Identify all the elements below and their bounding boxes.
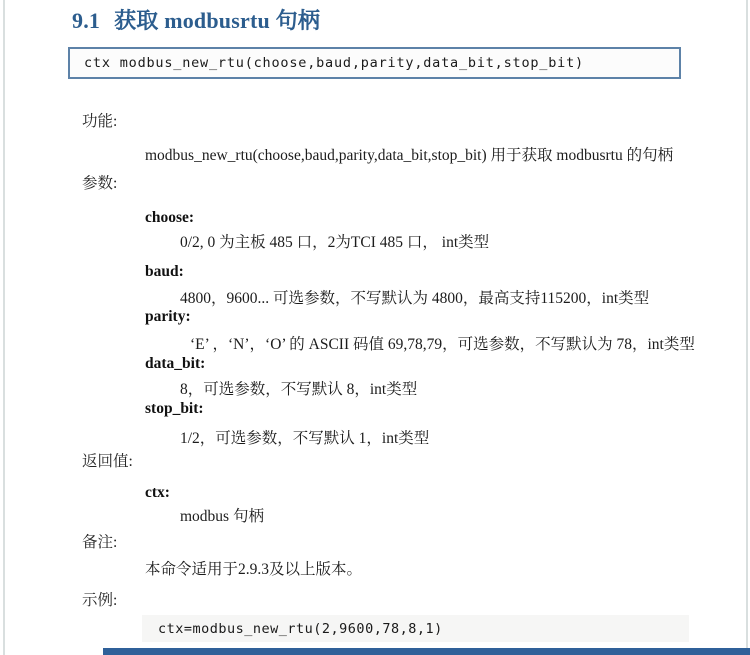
param-name-baud: baud:: [145, 263, 184, 280]
page-left-border: [3, 0, 5, 655]
section-heading: [72, 4, 320, 35]
page-right-border: [746, 0, 748, 655]
return-desc-ctx: modbus 句柄: [180, 508, 264, 525]
example-code: ctx=modbus_new_rtu(2,9600,78,8,1): [158, 620, 443, 637]
notes-text: 本命令适用于2.9.3及以上版本。: [145, 561, 363, 578]
return-name-ctx: ctx:: [145, 484, 170, 501]
param-desc-baud: 4800，9600... 可选参数，不写默认为 4800，最高支持115200，int类型: [180, 290, 650, 307]
function-description: modbus_new_rtu(choose,baud,parity,data_bit,stop_bit) 用于获取 modbusrtu 的句柄: [145, 147, 674, 164]
function-label: 功能:: [82, 113, 118, 130]
example-code-box: [142, 615, 689, 642]
example-label: 示例:: [82, 592, 118, 609]
bottom-divider-bar: [103, 648, 750, 655]
param-desc-parity: ‘E’ ，‘N’，‘O’ 的 ASCII 码值 69,78,79，可选参数，不写默认为 78，int类型: [190, 336, 695, 353]
param-name-parity: parity:: [145, 308, 191, 325]
param-name-choose: choose:: [145, 209, 195, 226]
param-name-stop-bit: stop_bit:: [145, 400, 204, 417]
returns-label: 返回值:: [82, 453, 133, 470]
param-desc-choose: 0/2, 0 为主板 485 口，2为TCI 485 口， int类型: [180, 234, 490, 251]
param-desc-stop-bit: 1/2，可选参数，不写默认 1，int类型: [180, 430, 430, 447]
params-label: 参数:: [82, 175, 118, 192]
function-signature-code: ctx modbus_new_rtu(choose,baud,parity,data_bit,stop_bit): [84, 55, 584, 71]
function-signature-box: [68, 47, 681, 79]
param-desc-data-bit: 8，可选参数，不写默认 8，int类型: [180, 381, 418, 398]
heading-title: 获取 modbusrtu 句柄: [114, 8, 321, 33]
notes-label: 备注:: [82, 534, 118, 551]
heading-number: 9.1: [72, 8, 101, 33]
param-name-data-bit: data_bit:: [145, 355, 206, 372]
